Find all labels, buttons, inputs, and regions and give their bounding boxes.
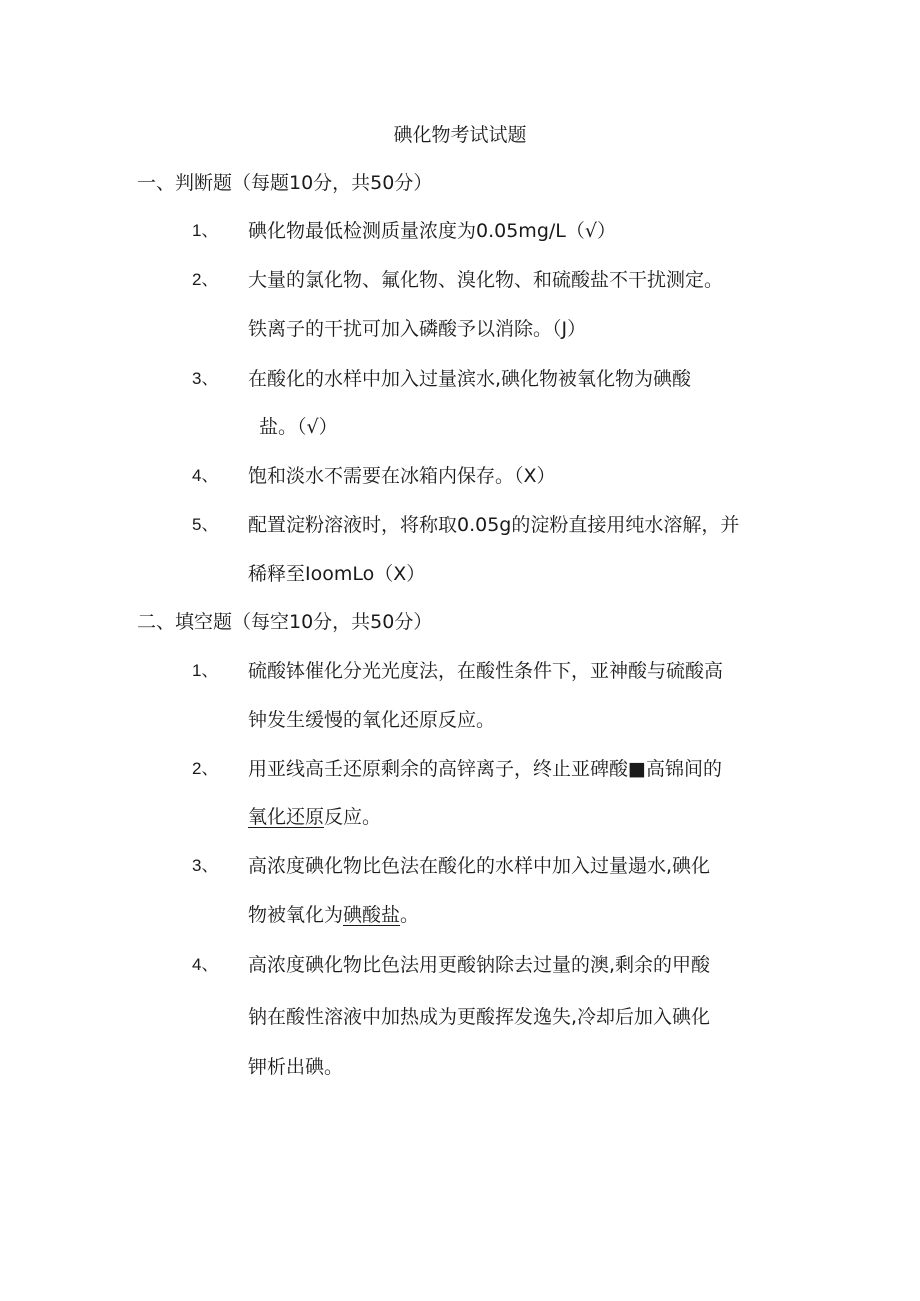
answer-blank: 碘酸盐 — [343, 904, 401, 926]
question-text: 用亚线高壬还原剩余的高锌离子，终止亚碑酸■高锦间的 — [248, 758, 722, 780]
question-text: 在酸化的水样中加入过量滨水,碘化物被氧化物为碘酸 — [248, 368, 692, 390]
question-text-tail: 反应。 — [324, 806, 382, 828]
question-number: 2、 — [192, 759, 219, 778]
question-text: 稀释至IoomLo（X） — [248, 563, 426, 585]
question-number: 1、 — [192, 661, 219, 680]
question-text: 钠在酸性溶液中加热成为更酸挥发逸失,冷却后加入碘化 — [248, 1006, 711, 1028]
page-title: 碘化物考试试题 — [393, 124, 527, 146]
question-text: 高浓度碘化物比色法用更酸钠除去过量的澳,剩余的甲酸 — [248, 954, 711, 976]
answer-blank: 氧化还原 — [248, 806, 325, 828]
question-number: 4、 — [192, 955, 219, 974]
section-heading-true-false: 一、判断题（每题10分，共50分） — [137, 172, 433, 194]
question-text: 碘化物最低检测质量浓度为0.05mg/L（√） — [248, 220, 616, 242]
question-text: 铁离子的干扰可加入磷酸予以消除。（J） — [248, 318, 587, 340]
question-text: 钾析出碘。 — [248, 1056, 344, 1078]
question-number: 5、 — [192, 515, 219, 534]
question-number: 1、 — [192, 221, 219, 240]
question-text-tail: 。 — [400, 904, 420, 926]
question-text — [248, 803, 381, 831]
question-number: 3、 — [192, 369, 219, 388]
question-text: 饱和淡水不需要在冰箱内保存。（X） — [248, 465, 556, 487]
question-text: 钟发生缓慢的氧化还原反应。 — [248, 709, 496, 731]
question-text: 盐。（√） — [259, 416, 338, 438]
question-number: 2、 — [192, 270, 219, 289]
question-text: 配置淀粉溶液时，将称取0.05g的淀粉直接用纯水溶解，并 — [248, 514, 740, 536]
question-text: 硫酸钵催化分光光度法，在酸性条件下，亚神酸与硫酸高 — [248, 660, 724, 682]
question-text-head: 物被氧化为 — [248, 904, 344, 926]
question-text — [248, 901, 419, 929]
section-heading-fill-blank: 二、填空题（每空10分，共50分） — [137, 611, 433, 633]
question-text: 大量的氯化物、氟化物、溴化物、和硫酸盐不干扰测定。 — [248, 269, 724, 291]
question-text: 高浓度碘化物比色法在酸化的水样中加入过量遢水,碘化 — [248, 855, 711, 877]
question-number: 3、 — [192, 856, 219, 875]
question-number: 4、 — [192, 466, 219, 485]
